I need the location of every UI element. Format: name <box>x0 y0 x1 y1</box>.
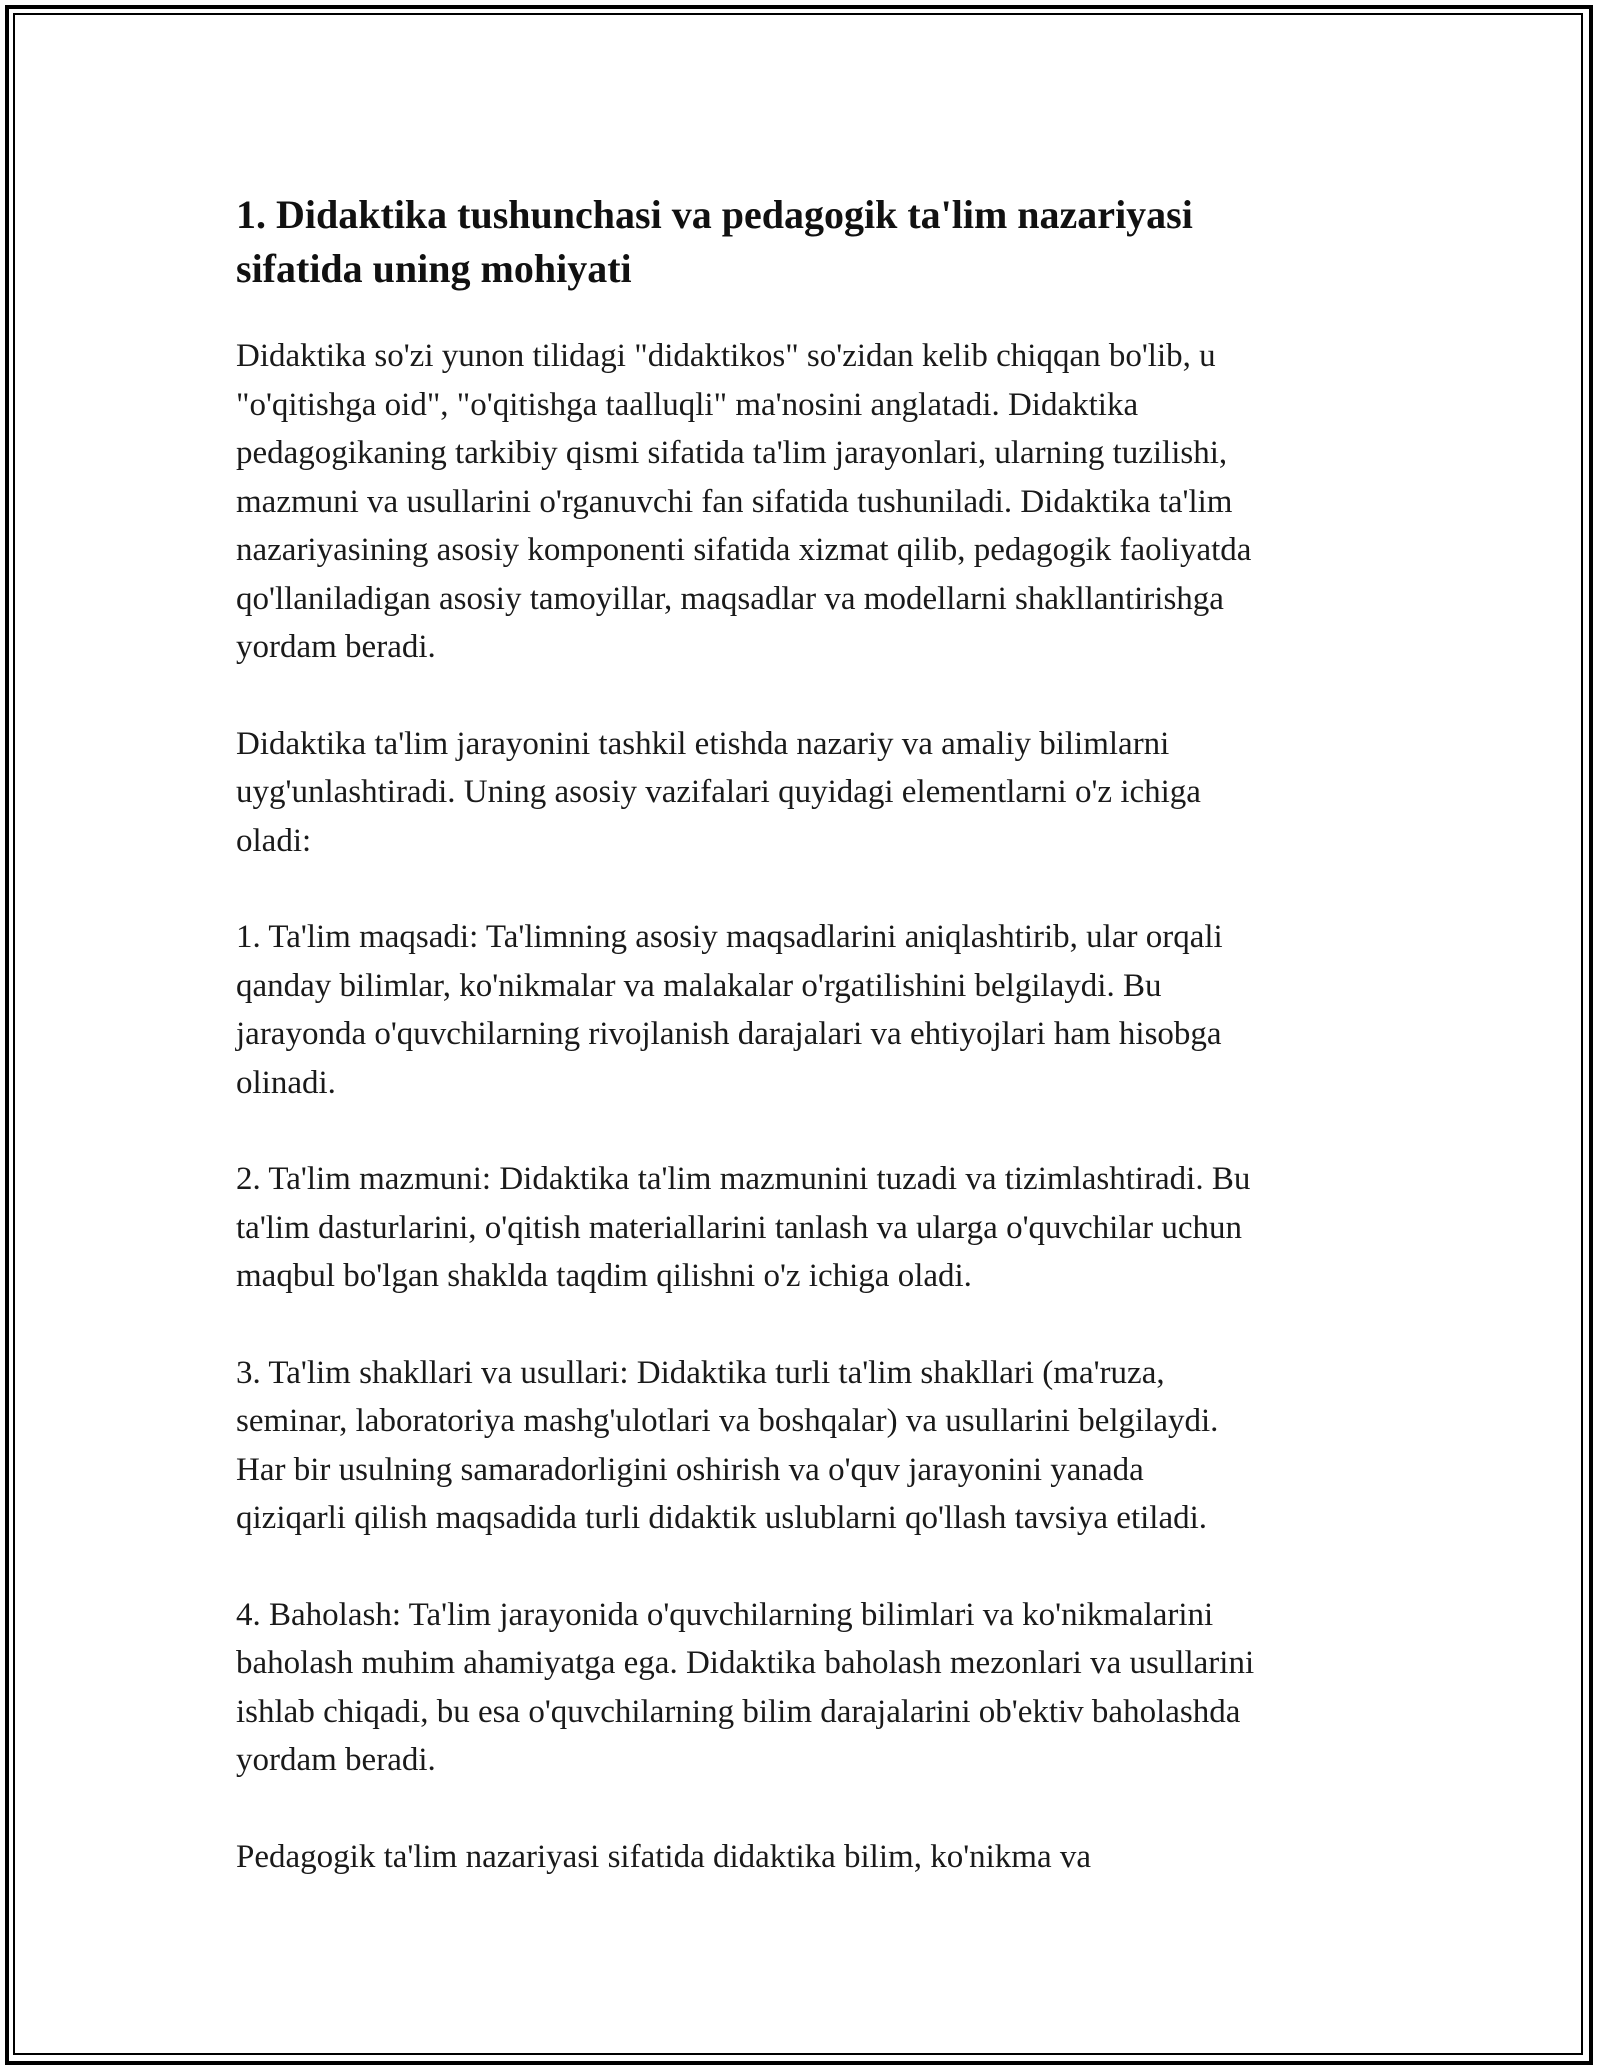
title-line: sifatida uning mohiyati <box>236 246 632 291</box>
text-line: qanday bilimlar, ko'nikmalar va malakalar o'rgatilishini belgilaydi. Bu <box>236 967 1162 1004</box>
text-line: Didaktika ta'lim jarayonini tashkil etishda nazariy va amaliy bilimlarni <box>236 725 1170 762</box>
text-line: qo'llaniladigan asosiy tamoyillar, maqsadlar va modellarni shakllantirishga <box>236 580 1224 617</box>
text-line: Didaktika so'zi yunon tilidagi "didaktikos" so'zidan kelib chiqqan bo'lib, u <box>236 338 1216 374</box>
paragraph-item-3 <box>236 1349 1386 1543</box>
text-line: nazariyasining asosiy komponenti sifatida xizmat qilib, pedagogik faoliyatda <box>236 532 1252 568</box>
text-line: mazmuni va usullarini o'rganuvchi fan sifatida tushuniladi. Didaktika ta'lim <box>236 483 1233 520</box>
text-line: Pedagogik ta'lim nazariyasi sifatida didaktika bilim, ko'nikma va <box>236 1838 1092 1875</box>
paragraph-tasks-intro <box>236 720 1386 866</box>
text-line: maqbul bo'lgan shaklda taqdim qilishni o'z ichiga oladi. <box>236 1258 972 1294</box>
text-line: 2. Ta'lim mazmuni: Didaktika ta'lim mazmunini tuzadi va tizimlashtiradi. Bu <box>236 1161 1251 1197</box>
text-line: uyg'unlashtiradi. Uning asosiy vazifalari quyidagi elementlarni o'z ichiga <box>236 774 1201 810</box>
text-line: baholash muhim ahamiyatga ega. Didaktika baholash mezonlari va usullarini <box>236 1645 1255 1681</box>
text-line: ta'lim dasturlarini, o'qitish materiallarini tanlash va ularga o'quvchilar uchun <box>236 1209 1243 1246</box>
document-body <box>236 188 1386 1929</box>
text-line: yordam beradi. <box>236 1742 436 1778</box>
text-line: seminar, laboratoriya mashg'ulotlari va boshqalar) va usullarini belgilaydi. <box>236 1403 1219 1439</box>
text-line: 3. Ta'lim shakllari va usullari: Didaktika turli ta'lim shakllari (ma'ruza, <box>236 1354 1165 1391</box>
paragraph-item-4 <box>236 1591 1386 1785</box>
text-line: "o'qitishga oid", "o'qitishga taalluqli" ma'nosini anglatadi. Didaktika <box>236 386 1139 423</box>
section-title <box>236 188 1386 296</box>
paragraph-intro <box>236 332 1386 672</box>
paragraph-closing <box>236 1833 1386 1882</box>
text-line: yordam beradi. <box>236 629 436 665</box>
text-line: pedagogikaning tarkibiy qismi sifatida ta'lim jarayonlari, ularning tuzilishi, <box>236 435 1228 471</box>
text-line: olinadi. <box>236 1064 336 1101</box>
title-line: 1. Didaktika tushunchasi va pedagogik ta'lim nazariyasi <box>236 192 1193 237</box>
text-line: 4. Baholash: Ta'lim jarayonida o'quvchilarning bilimlari va ko'nikmalarini <box>236 1596 1214 1633</box>
text-line: oladi: <box>236 822 312 859</box>
text-line: Har bir usulning samaradorligini oshirish va o'quv jarayonini yanada <box>236 1451 1144 1488</box>
paragraph-item-1 <box>236 913 1386 1107</box>
text-line: ishlab chiqadi, bu esa o'quvchilarning bilim darajalarini ob'ektiv baholashda <box>236 1693 1241 1730</box>
paragraph-item-2 <box>236 1155 1386 1301</box>
text-line: qiziqarli qilish maqsadida turli didaktik uslublarni qo'llash tavsiya etiladi. <box>236 1500 1208 1536</box>
text-line: 1. Ta'lim maqsadi: Ta'limning asosiy maqsadlarini aniqlashtirib, ular orqali <box>236 919 1223 955</box>
text-line: jarayonda o'quvchilarning rivojlanish darajalari va ehtiyojlari ham hisobga <box>236 1016 1222 1052</box>
